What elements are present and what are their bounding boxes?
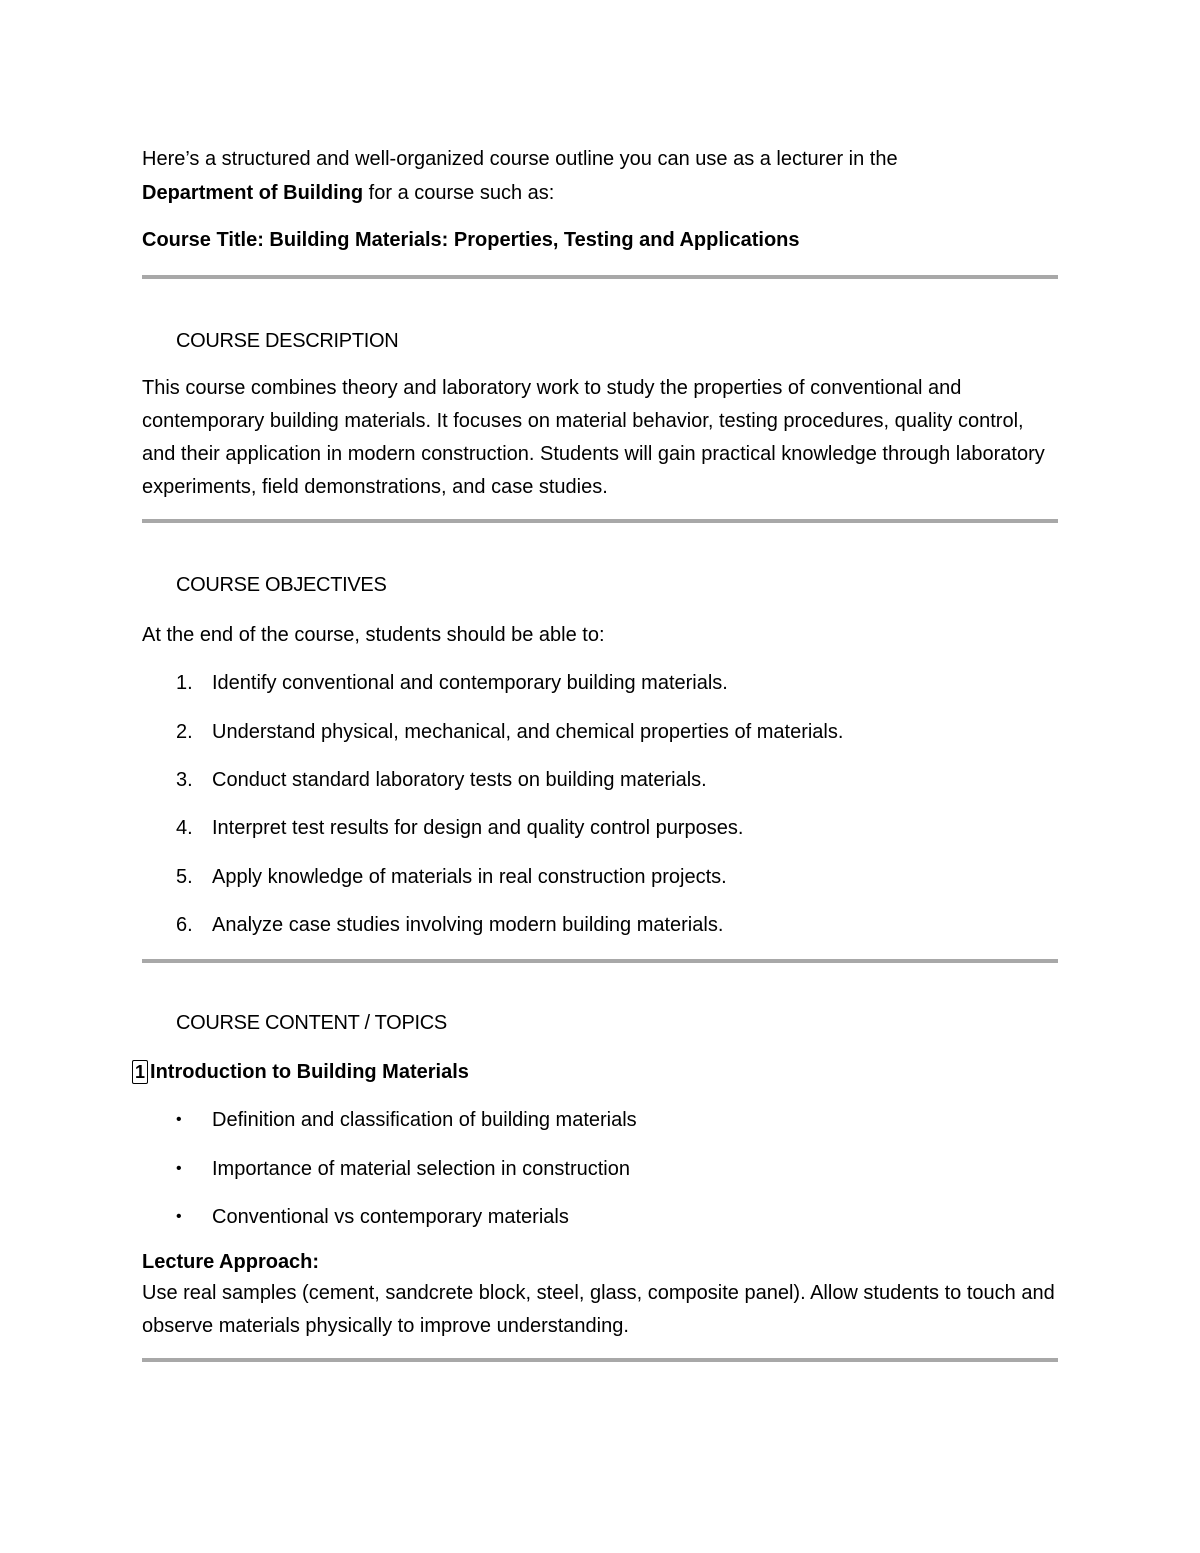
list-item [142,908,1058,942]
section-divider [142,1358,1058,1362]
list-item [142,1103,1058,1137]
department-name: Department of Building [142,182,364,204]
list-item [142,860,1058,894]
bullet-icon: • [176,1160,182,1177]
list-item [142,1152,1058,1186]
objectives-heading: COURSE OBJECTIVES [176,574,387,596]
intro-paragraph [142,142,1058,210]
list-number: 5. [176,866,193,888]
description-heading: COURSE DESCRIPTION [176,330,399,352]
lecture-approach-label: Lecture Approach: [142,1251,320,1273]
course-title: Course Title: Building Materials: Properties, Testing and Applications [142,229,800,251]
list-item-text: Identify conventional and contemporary building materials. [212,672,728,694]
list-item [142,811,1058,845]
list-item-text: Conduct standard laboratory tests on building materials. [212,769,707,791]
content-heading: COURSE CONTENT / TOPICS [176,1012,447,1034]
topic-number-badge: 1 [132,1060,148,1084]
topic-title [135,1055,1058,1089]
objectives-list [142,666,1058,942]
list-item-text: Definition and classification of building materials [212,1109,637,1131]
objectives-lead: At the end of the course, students should be able to: [142,624,605,646]
topic-title-text: Introduction to Building Materials [150,1061,469,1083]
description-body: This course combines theory and laboratory work to study the properties of conventional and contemporary building materials. It focuses on material behavior, testing procedures, quality control, and their application in modern construction. Students will gain practical knowledge through laboratory experiments, field demonstrations, and case studies. [142,377,1045,498]
list-item [142,763,1058,797]
topic-bullet-list [142,1103,1058,1234]
list-item [142,715,1058,749]
bullet-icon: • [176,1208,182,1225]
list-item-text: Conventional vs contemporary materials [212,1206,569,1228]
intro-line-1: Here’s a structured and well-organized course outline you can use as a lecturer in the [142,148,898,170]
list-number: 3. [176,769,193,791]
list-item-text: Interpret test results for design and quality control purposes. [212,817,744,839]
bullet-icon: • [176,1111,182,1128]
list-item-text: Apply knowledge of materials in real construction projects. [212,866,727,888]
list-item-text: Understand physical, mechanical, and chemical properties of materials. [212,721,844,743]
list-item-text: Analyze case studies involving modern building materials. [212,914,724,936]
list-number: 6. [176,914,193,936]
intro-line-2: for a course such as: [363,182,555,204]
list-number: 1. [176,672,193,694]
list-item [142,666,1058,700]
list-number: 2. [176,721,193,743]
list-number: 4. [176,817,193,839]
lecture-approach-text: Use real samples (cement, sandcrete block, steel, glass, composite panel). Allow students to touch and observe materials physically to improve understanding. [142,1282,1055,1337]
list-item-text: Importance of material selection in construction [212,1158,630,1180]
list-item [142,1200,1058,1234]
